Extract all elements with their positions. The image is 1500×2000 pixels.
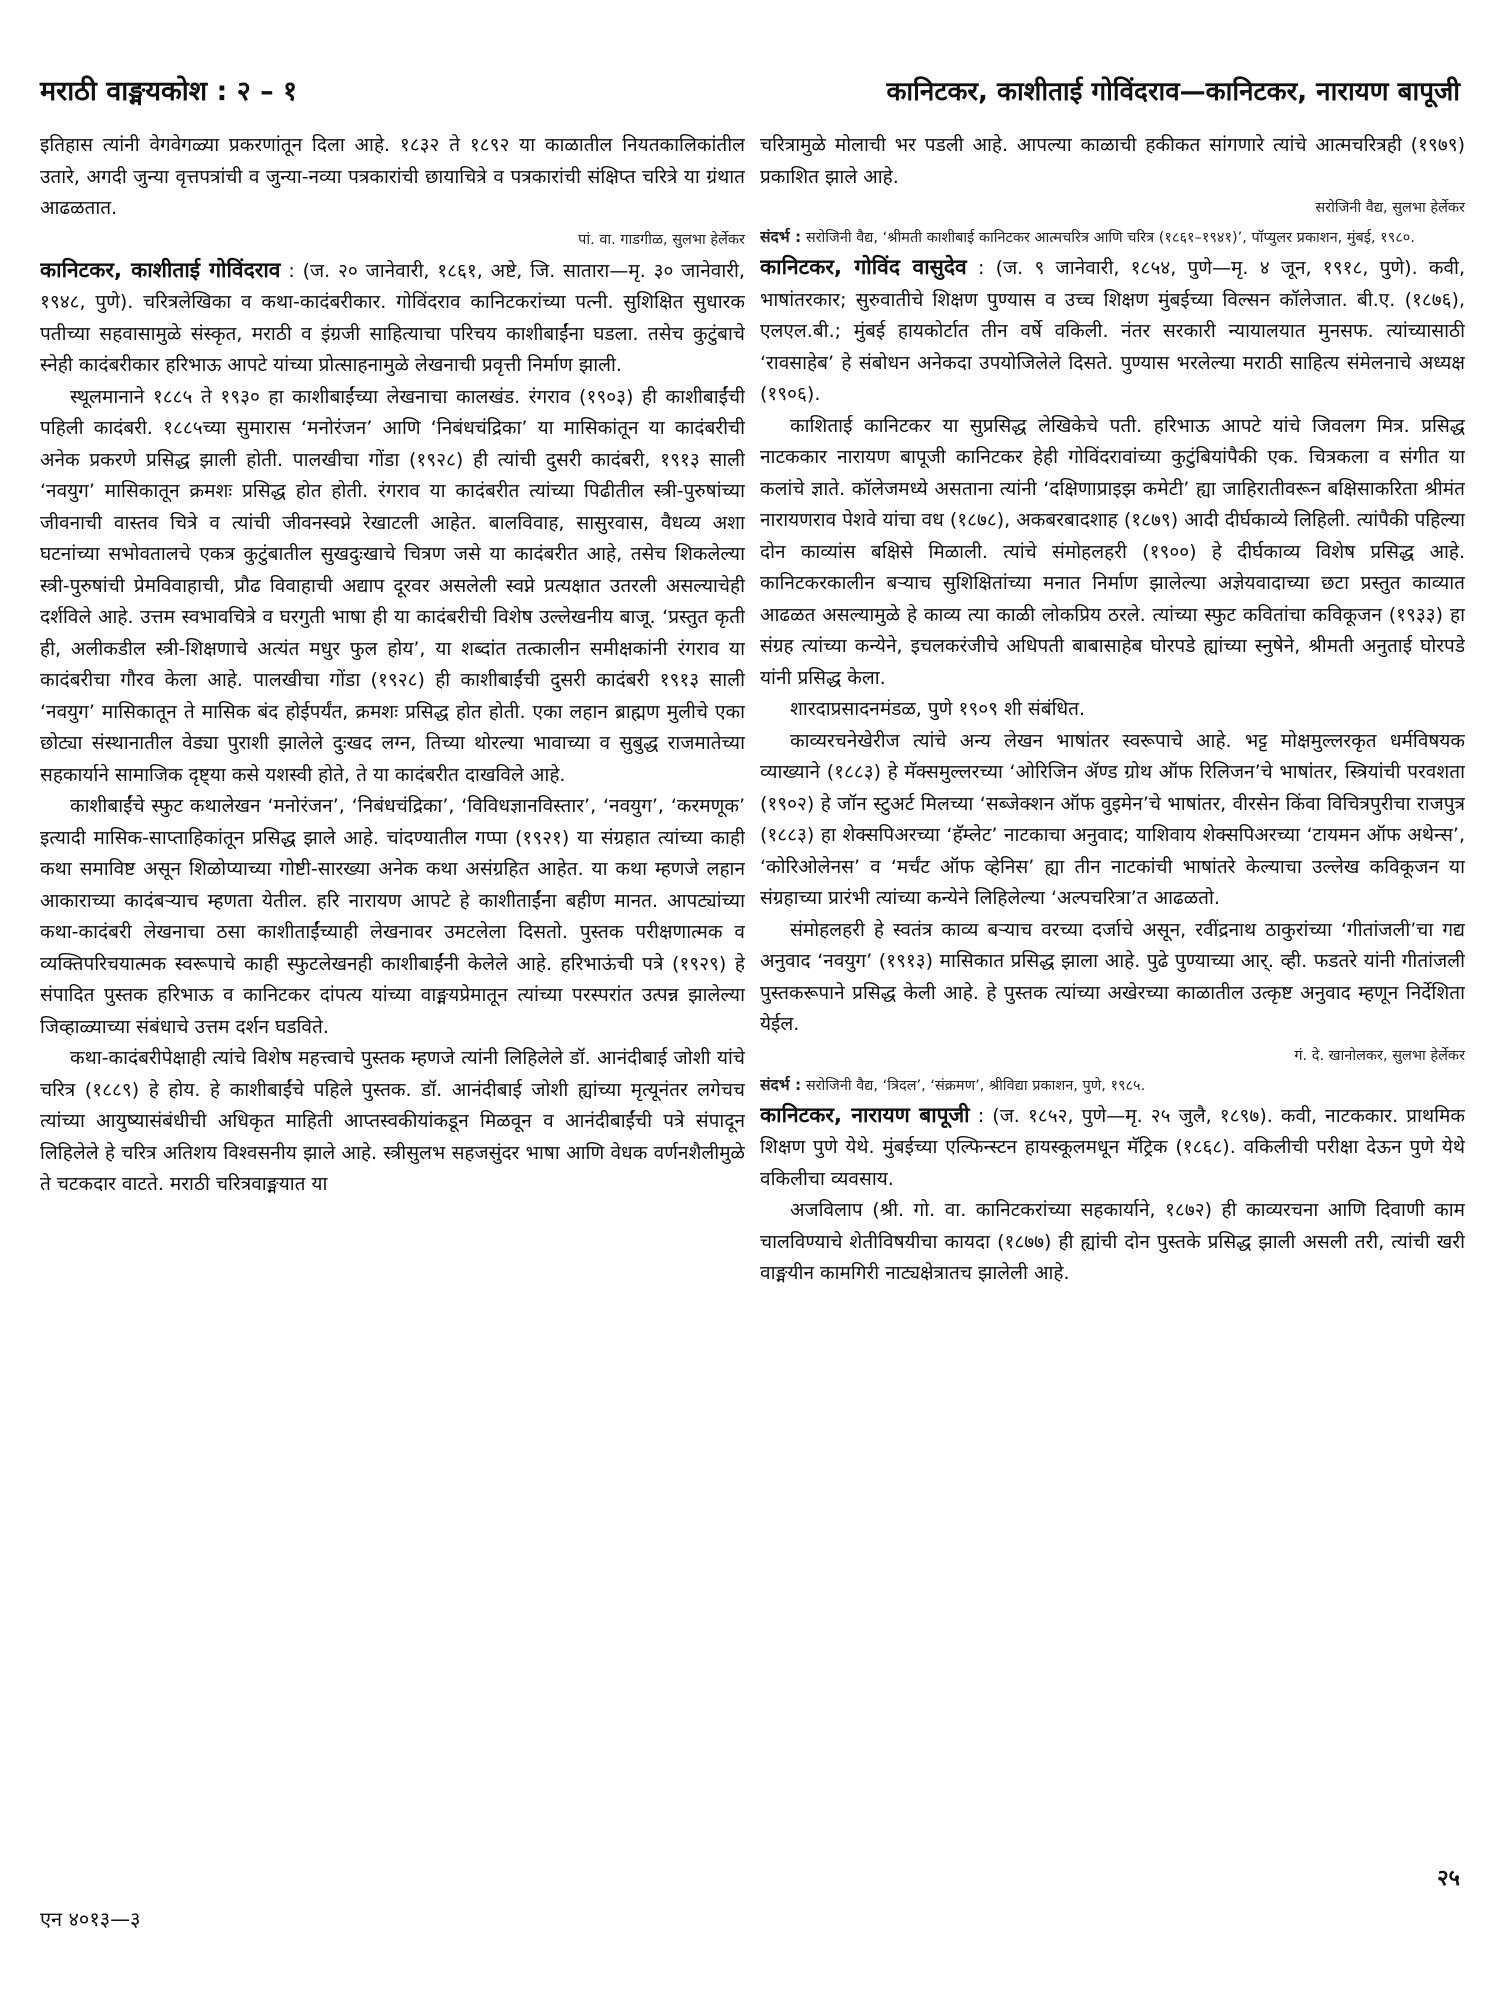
attribution: सरोजिनी वैद्य, सुलभा हेर्लेकर	[1315, 200, 1465, 216]
reference-text: सरोजिनी वैद्य, ‘त्रिदल’, ‘संक्रमण’, श्रीविद्या प्रकाशन, पुणे, १९८५.	[805, 1077, 1146, 1094]
header-title-left: मराठी वाङ्मयकोश : २ – १	[40, 76, 298, 107]
entry-heading: कानिटकर, नारायण बापूजी	[760, 1102, 970, 1127]
paragraph: संमोहलहरी हे स्वतंत्र काव्य बऱ्याच वरच्या दर्जाचे असून, रवींद्रनाथ ठाकुरांच्या ‘गीतांजली’चा गद्य अनुवाद ‘नवयुग’ (१९१३) मासिकात प्रसिद्ध झाला आहे. पुढे पुण्याच्या आर्. व्ही. फडतरे यांनी गीतांजली पुस्तकरूपाने प्रसिद्ध केली आहे. हे पुस्तक त्यांच्या अखेरच्या काळातील उत्कृष्ट अनुवाद म्हणून निर्देशिता येईल.	[760, 918, 1465, 1035]
attribution: गं. दे. खानोलकर, सुलभा हेर्लेकर	[1294, 1047, 1465, 1064]
reference-label: संदर्भ :	[760, 228, 802, 246]
paragraph: काशिताई कानिटकर या सुप्रसिद्ध लेखिकेचे पती. हरिभाऊ आपटे यांचे जिवलग मित्र. प्रसिद्ध नाटककार नारायण बापूजी कानिटकर हेही गोविंदरावांच्या कुटुंबियांपैकी एक. चित्रकला व संगीत या कलांचे ज्ञाते. कॉलेजमध्ये असताना त्यांनी ‘दक्षिणाप्राइझ कमेटी’ ह्या जाहिरातीवरून बक्षिसाकरिता श्रीमंत नारायणराव पेशवे यांचा वध (१८७८), अकबरबादशाह (१८७९) आदी दीर्घकाव्ये लिहिली. त्यांपैकी पहिल्या दोन काव्यांस बक्षिसे मिळाली. त्यांचे संमोहलहरी (१९००) हे दीर्घकाव्य विशेष प्रसिद्ध आहे. कानिटकरकालीन बऱ्याच सुशिक्षितांच्या मनात निर्माण झालेल्या अज्ञेयवादाच्या छटा प्रस्तुत काव्यात आढळत असल्यामुळे हे काव्य त्या काळी लोकप्रिय ठरले. त्यांच्या स्फुट कवितांचा कविकूजन (१९३३) हा संग्रह त्यांच्या कन्येने, इचलकरंजीचे अधिपती बाबासाहेब घोरपडे ह्यांच्या स्नुषेने, श्रीमती अनुताई घोरपडे यांनी प्रसिद्ध केला.	[760, 414, 1465, 689]
entry-body: : (ज. २० जानेवारी, १८६१, अष्टे, जि. सातारा—मृ. ३० जानेवारी, १९४८, पुणे). चरित्रलेखिका व कथा-कादंबरीकार. गोविंदराव कानिटकरांच्या पत्नी. सुशिक्षित सुधारक पतीच्या सहवासामुळे संस्कृत, मराठी व इंग्रजी साहित्याचा परिचय काशीबाईंना घडला. तसेच कुटुंबाचे स्नेही कादंबरीकार हरिभाऊ आपटे यांच्या प्रोत्साहनामुळे लेखनाची प्रवृत्ती निर्माण झाली.	[40, 259, 745, 376]
right-column	[760, 130, 1465, 1875]
paragraph: कथा-कादंबरीपेक्षाही त्यांचे विशेष महत्त्वाचे पुस्तक म्हणजे त्यांनी लिहिलेले डॉ. आनंदीबाई जोशी यांचे चरित्र (१८८९) हे होय. हे काशीबाईंचे पहिले पुस्तक. डॉ. आनंदीबाई जोशी ह्यांच्या मृत्यूनंतर लगेचच त्यांच्या आयुष्यासंबंधीची अधिकृत माहिती आप्तस्वकीयांकडून मिळवून व आनंदीबाईंची पत्रे संपादून लिहिलेले हे चरित्र अतिशय विश्वसनीय झाले आहे. स्त्रीसुलभ सहजसुंदर भाषा आणि वेधक वर्णनशैलीमुळे ते चटकदार वाटते. मराठी चरित्रवाङ्मयात या	[40, 1047, 745, 1195]
header-title-right: कानिटकर, काशीताई गोविंदराव—कानिटकर, नारायण बापूजी	[886, 77, 1460, 107]
paragraph: अजविलाप (श्री. गो. वा. कानिटकरांच्या सहकार्याने, १८७२) ही काव्यरचना आणि दिवाणी काम चालविण्याचे शेतीविषयीचा कायदा (१८७७) ही ह्यांची दोन पुस्तके प्रसिद्ध झाली असली तरी, त्यांची खरी वाङ्मयीन कामगिरी नाट्यक्षेत्रातच झालेली आहे.	[760, 1199, 1465, 1284]
paragraph: काशीबाईंचे स्फुट कथालेखन ‘मनोरंजन’, ‘निबंधचंद्रिका’, ‘विविधज्ञानविस्तार’, ‘नवयुग’, ‘करमणूक’ इत्यादी मासिक-साप्ताहिकांतून प्रसिद्ध झाले आहे. चांदण्यातील गप्पा (१९२१) या संग्रहात त्यांच्या काही कथा समाविष्ट असून शिळोप्याच्या गोष्टी-सारख्या अनेक कथा असंग्रहित आहेत. या कथा म्हणजे लहान आकाराच्या कादंबऱ्याच म्हणता येतील. हरि नारायण आपटे हे काशीताईंना बहीण मानत. आपट्यांच्या कथा-कादंबरी लेखनाचा ठसा काशीताईंच्याही लेखनावर उमटलेला दिसतो. पुस्तक परीक्षणात्मक व व्यक्तिपरिचयात्मक स्वरूपाचे काही स्फुटलेखनही काशीबाईंनी केलेले आहे. हरिभाऊंची पत्रे (१९२९) हे संपादित पुस्तक हरिभाऊ व कानिटकर दांपत्य यांच्या वाङ्मयप्रेमातून त्यांच्या परस्परांत उत्पन्न झालेल्या जिव्हाळ्याच्या संबंधाचे उत्तम दर्शन घडविते.	[40, 795, 745, 1038]
entry-kashitai	[40, 255, 745, 382]
entry-body: : (ज. १८५२, पुणे—मृ. २५ जुलै, १८९७). कवी, नाटककार. प्राथमिक शिक्षण पुणे येथे. मुंबईच्या एल्फिन्स्टन हायस्कूलमधून मॅट्रिक (१८६८). वकिलीची परीक्षा देऊन पुणे येथे वकिलीचा व्यवसाय.	[760, 1104, 1465, 1190]
paragraph: शारदाप्रसादनमंडळ, पुणे १९०९ शी संबंधित.	[790, 698, 1086, 720]
paragraph: काव्यरचनेखेरीज त्यांचे अन्य लेखन भाषांतर स्वरूपाचे आहे. भट्ट मोक्षमुल्लरकृत धर्मविषयक व्याख्याने (१८८३) हे मॅक्समुल्लरच्या ‘ओरिजिन ॲण्ड ग्रोथ ऑफ रिलिजन’चे भाषांतर, स्त्रियांची परवशता (१९०२) हे जॉन स्टुअर्ट मिलच्या ‘सब्जेक्शन ऑफ वुइमेन’चे भाषांतर, वीरसेन किंवा विचित्रपुरीचा राजपुत्र (१८८३) हा शेक्सपिअरच्या ‘हॅम्लेट’ नाटकाचा अनुवाद; याशिवाय शेक्सपिअरच्या ‘टायमन ऑफ अथेन्स’, ‘कोरिओलेनस’ व ‘मर्चंट ऑफ व्हेनिस’ ह्या तीन नाटकांची भाषांतरे केल्याचा उल्लेख कविकूजन या संग्रहाच्या प्रारंभी त्यांच्या कन्येने लिहिलेल्या ‘अल्पचरित्रा’त आढळतो.	[760, 729, 1465, 909]
entry-heading: कानिटकर, काशीताई गोविंदराव	[40, 257, 281, 282]
reference	[760, 1073, 1465, 1098]
running-header	[40, 62, 1460, 122]
reference-label: संदर्भ :	[760, 1075, 802, 1094]
entry-heading: कानिटकर, गोविंद वासुदेव	[760, 255, 967, 279]
paragraph: चरित्रामुळे मोलाची भर पडली आहे. आपल्या काळाची हकीकत सांगणारे त्यांचे आत्मचरित्रही (१९७९) प्रकाशित झाले आहे.	[760, 134, 1465, 188]
reference	[760, 225, 1465, 250]
entry-narayan	[760, 1100, 1465, 1196]
page-number: २५	[1437, 1866, 1460, 1891]
reference-text: सरोजिनी वैद्य, ‘श्रीमती काशीबाई कानिटकर आत्मचरित्र आणि चरित्र (१८६१–१९४१)’, पॉप्युलर प्रकाशन, मुंबई, १९८०.	[805, 230, 1415, 246]
entry-body: : (ज. ९ जानेवारी, १८५४, पुणे—मृ. ४ जून, १९१८, पुणे). कवी, भाषांतरकार; सुरुवातीचे शिक्षण पुण्यास व उच्च शिक्षण मुंबईच्या विल्सन कॉलेजात. बी.ए. (१८७६), एलएल.बी.; मुंबई हायकोर्टात तीन वर्षे वकिली. नंतर सरकारी न्यायालयात मुनसफ. त्यांच्यासाठी ‘रावसाहेब’ हे संबोधन अनेकदा उपयोजिलेले दिसते. पुण्यास भरलेल्या मराठी साहित्य संमेलनाचे अध्यक्ष (१९०६).	[760, 257, 1465, 405]
print-code: एन ४०१३—३	[40, 1907, 141, 1931]
attribution: पां. वा. गाडगीळ, सुलभा हेर्लेकर	[578, 231, 745, 248]
left-column	[40, 130, 745, 1875]
entry-govind	[760, 252, 1465, 411]
paragraph: इतिहास त्यांनी वेगवेगळ्या प्रकरणांतून दिला आहे. १८३२ ते १८९२ या काळातील नियतकालिकांतील उतारे, अगदी जुन्या वृत्तपत्रांची व जुन्या-नव्या पत्रकारांची छायाचित्रे व पत्रकारांची संक्षिप्त चरित्रे या ग्रंथात आढळतात.	[40, 134, 745, 219]
paragraph: स्थूलमानाने १८८५ ते १९३० हा काशीबाईंच्या लेखनाचा कालखंड. रंगराव (१९०३) ही काशीबाईंची पहिली कादंबरी. १८८५च्या सुमारास ‘मनोरंजन’ आणि ‘निबंधचंद्रिका’ या मासिकांतून या कादंबरीची अनेक प्रकरणे प्रसिद्ध झाली होती. पालखीचा गोंडा (१९२८) ही त्यांची दुसरी कादंबरी, १९१३ साली ‘नवयुग’ मासिकातून क्रमशः प्रसिद्ध होत होती. रंगराव या कादंबरीत त्यांच्या पिढीतील स्त्री-पुरुषांच्या जीवनाची वास्तव चित्रे व त्यांची जीवनस्वप्ने रेखाटली आहेत. बालविवाह, सासुरवास, वैधव्य अशा घटनांच्या सभोवतालचे एकत्र कुटुंबातील सुखदुःखाचे चित्रण जसे या कादंबरीत आहे, तसेच शिकलेल्या स्त्री-पुरुषांची प्रेमविवाहाची, प्रौढ विवाहाची अद्याप दूरवर असलेली स्वप्ने प्रत्यक्षात उतरली असल्याचेही दर्शविले आहे. उत्तम स्वभावचित्रे व घरगुती भाषा ही या कादंबरीची विशेष उल्लेखनीय बाजू. ‘प्रस्तुत कृती ही, अलीकडील स्त्री-शिक्षणाचे अत्यंत मधुर फुल होय’, या शब्दांत तत्कालीन समीक्षकांनी रंगराव या कादंबरीचा गौरव केला आहे. पालखीचा गोंडा (१९२८) ही काशीबाईंची दुसरी कादंबरी १९१३ साली ‘नवयुग’ मासिकातून ते मासिक बंद होईपर्यंत, क्रमशः प्रसिद्ध होत होती. एका लहान ब्राह्मण मुलीचे एका छोट्या संस्थानातील वेड्या पुराशी झालेले दुःखद लग्न, तिच्या थोरल्या भावाच्या व सुबुद्ध राजमातेच्या सहकार्याने सामाजिक दृष्ट्या कसे यशस्वी होते, ते या कादंबरीत दाखविले आहे.	[40, 385, 745, 786]
